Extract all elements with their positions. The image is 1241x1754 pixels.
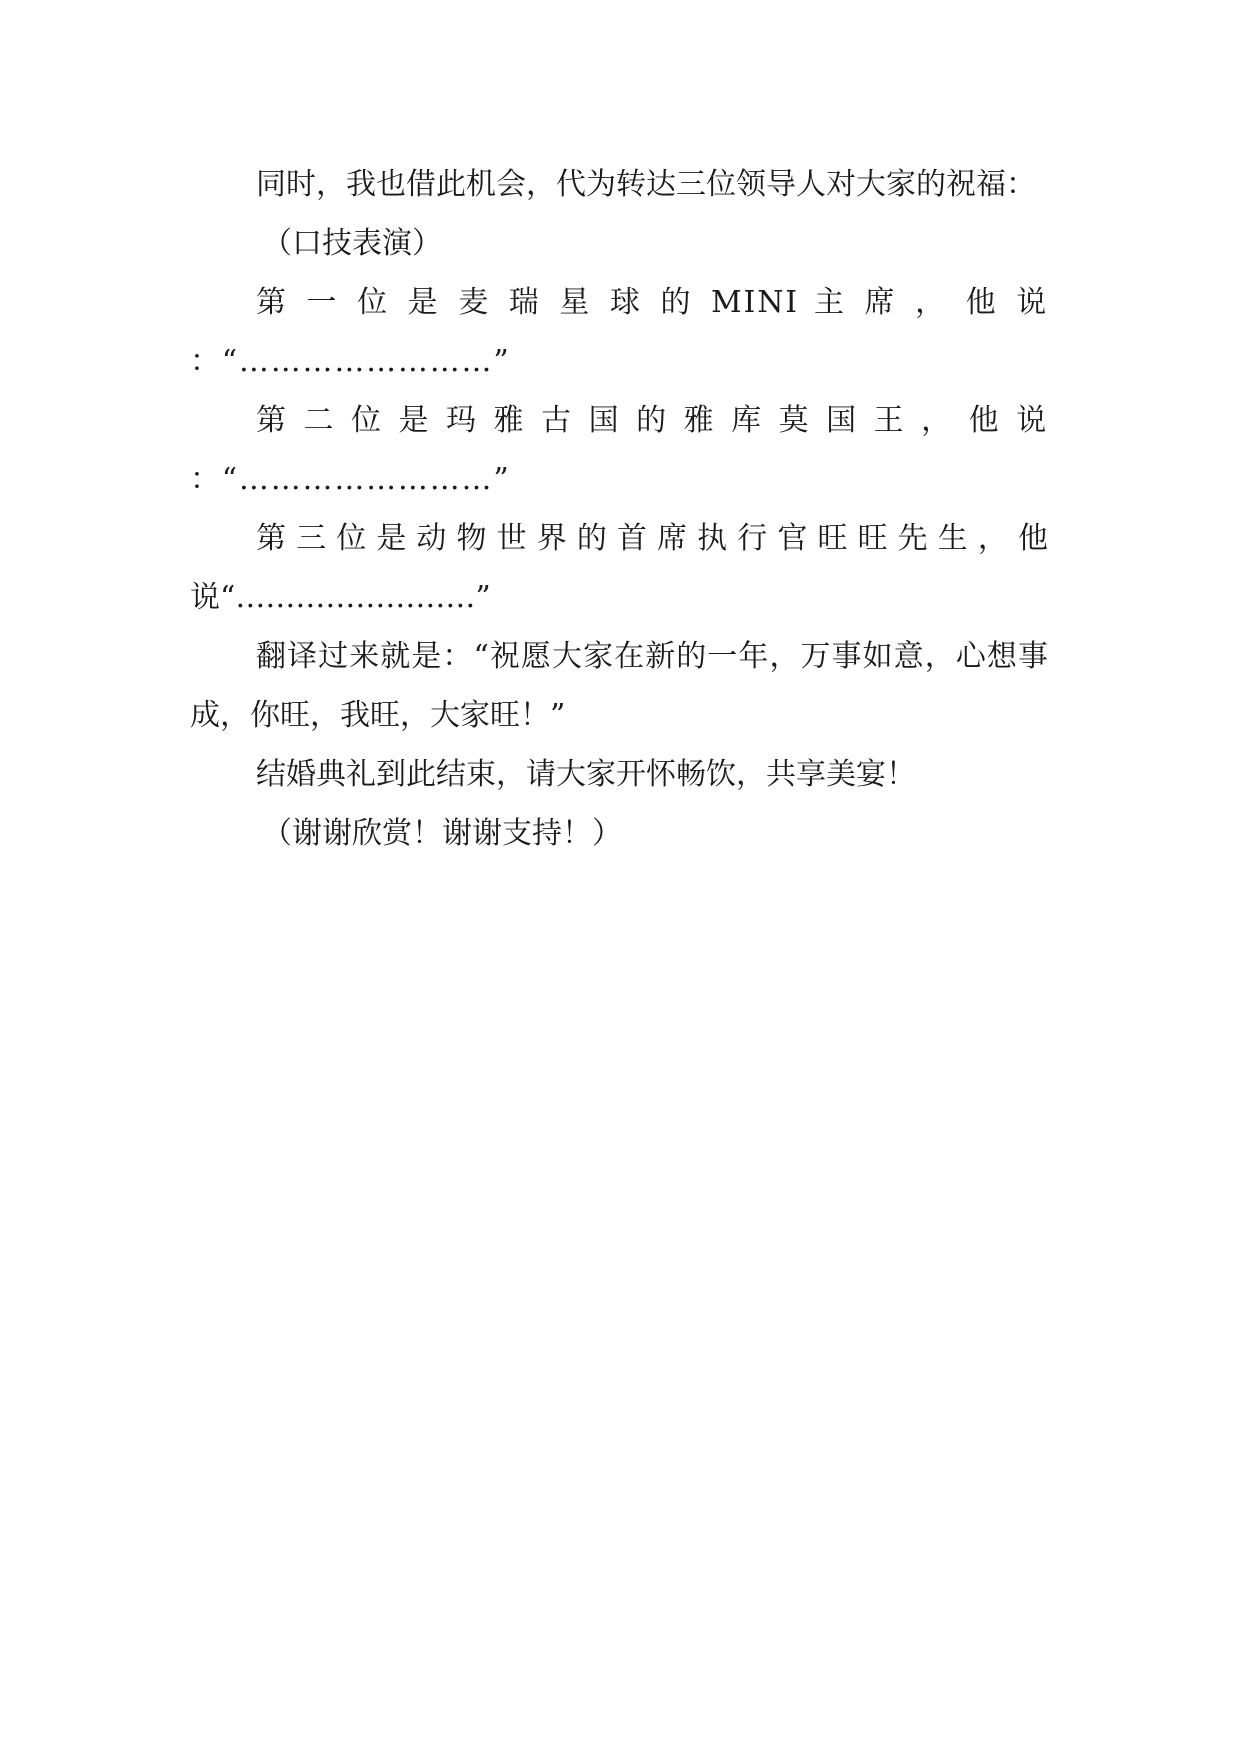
paragraph-third-leader: 第三位是动物世界的首席执行官旺旺先生，他说“……………………” [190,521,1048,615]
paragraph-performance-note: （口技表演） [262,226,442,261]
paragraph-translation: 翻译过来就是：“祝愿大家在新的一年，万事如意，心想事成，你旺，我旺，大家旺！” [190,639,1048,733]
paragraph-second-leader: 第 二 位 是 玛 雅 古 国 的 雅 库 莫 国 王 ， 他 说 ：“……………………” [190,403,1048,497]
document-body [190,155,1048,863]
paragraph-thanks: （谢谢欣赏！谢谢支持！） [262,816,622,851]
paragraph-first-leader: 第 一 位 是 麦 瑞 星 球 的 MINI 主 席 ， 他 说 ：“……………………” [190,285,1048,379]
paragraph-blessing-intro: 同时，我也借此机会，代为转达三位领导人对大家的祝福： [256,167,1036,202]
paragraph-closing: 结婚典礼到此结束，请大家开怀畅饮，共享美宴！ [256,757,916,792]
